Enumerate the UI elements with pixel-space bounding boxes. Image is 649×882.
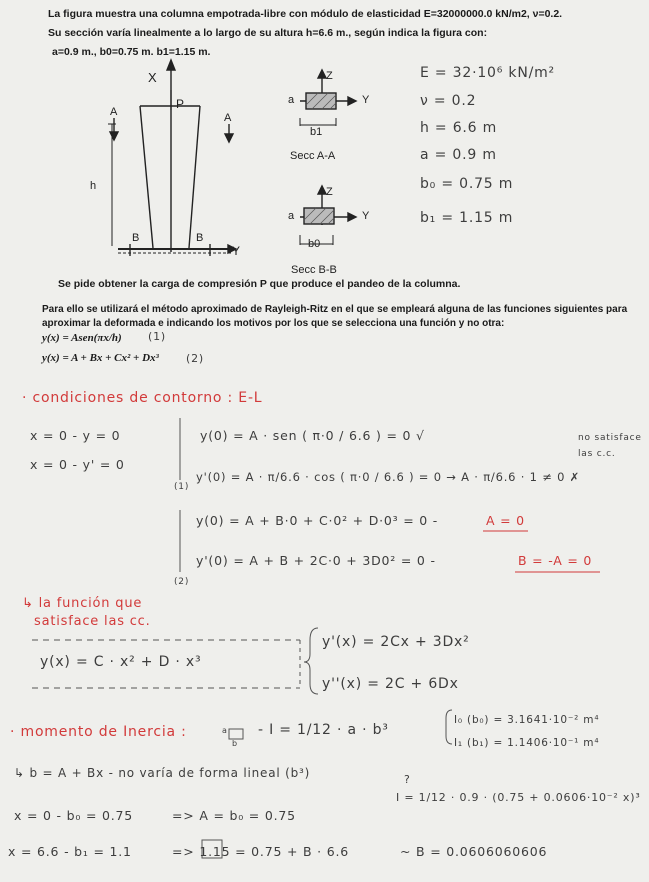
a-right-label: A [224,112,232,124]
x66-result: => 1.15 = 0.75 + B · 6.6 [172,844,349,859]
selection-note-2: satisface las cc. [34,614,151,629]
x-axis-label: X [148,70,157,85]
note-las-cc: las c.c. [578,449,616,459]
selection-note-1: ↳ la función que [22,596,143,611]
figure-caption: Se pide obtener la carga de compresión P que produce el pandeo de la columna. [58,278,461,290]
tag-2: (2) [174,577,190,587]
chosen-function: y(x) = C · x² + D · x³ [40,654,202,670]
question-arrow: ? [404,773,411,786]
sec-b-a-label: a [288,210,295,222]
second-derivative: y''(x) = 2C + 6Dx [322,676,459,692]
f1-eval-yprime: y'(0) = A · π/6.6 · cos ( π·0 / 6.6 ) = 0 → A · π/6.6 · 1 ≠ 0 ✗ [196,470,581,484]
problem-line-3: a=0.9 m., b0=0.75 m. b1=1.15 m. [52,46,211,58]
function-2-tag: (2) [186,352,204,365]
given-nu: ν = 0.2 [420,93,477,109]
inertia-sketch-a: a [222,726,228,735]
bc-line-2: x = 0 - y' = 0 [30,457,125,472]
load-p-label: P [176,97,185,111]
f2-eval-y: y(0) = A + B·0 + C·0² + D·0³ = 0 - [196,513,439,528]
x0-condition: x = 0 - b₀ = 0.75 [14,808,134,823]
b-left-label: B [132,232,140,244]
sec-b-b0-label: b0 [308,238,321,250]
given-a: a = 0.9 m [420,147,497,163]
tag-1: (1) [174,482,190,492]
f2-eval-yprime: y'(0) = A + B + 2C·0 + 3D0² = 0 - [196,553,436,568]
sec-a-b1-label: b1 [310,126,323,138]
candidate-function-2: y(x) = A + Bx + Cx² + Dx³ [42,352,159,364]
b-result: ~ B = 0.0606060606 [400,844,548,859]
first-derivative: y'(x) = 2Cx + 3Dx² [322,634,470,650]
inertia-formula: - I = 1/12 · a · b³ [258,722,389,738]
inertia-i1: I₁ (b₁) = 1.1406·10⁻¹ m⁴ [454,737,600,749]
sec-a-y-label: Y [362,94,370,106]
linear-variation-note: ↳ b = A + Bx - no varía de forma lineal (b³) [14,766,311,780]
method-paragraph-1: Para ello se utilizará el método aproximado de Rayleigh-Ritz en el que se empleará alguna de las funciones siguientes para [42,304,628,315]
a-left-label: A [110,106,118,118]
bc-line-1: x = 0 - y = 0 [30,428,121,443]
f1-eval-y: y(0) = A · sen ( π·0 / 6.6 ) = 0 √ [200,428,425,443]
f2-result-a: A = 0 [486,513,525,528]
given-h: h = 6.6 m [420,120,498,136]
sec-a-z-label: Z [326,70,333,82]
sec-a-a-label: a [288,94,295,106]
boundary-conditions-title: · condiciones de contorno : E-L [22,390,263,406]
sec-b-y-label: Y [362,210,370,222]
problem-line-1: La figura muestra una columna empotrada-libre con módulo de elasticidad E=32000000.0 kN/m2, ν=0.2. [48,8,563,20]
inertia-expression: I = 1/12 · 0.9 · (0.75 + 0.0606·10⁻² x)³ [396,791,641,804]
candidate-function-1: y(x) = Asen(πx/h) [42,332,122,344]
problem-line-2: Su sección varía linealmente a lo largo de su altura h=6.6 m., según indica la figura con: [48,27,488,39]
y-axis-label: Y [232,244,241,258]
given-e: E = 32·10⁶ kN/m² [420,65,555,81]
function-1-tag: (1) [148,330,166,343]
x0-result: => A = b₀ = 0.75 [172,808,296,823]
inertia-i0: I₀ (b₀) = 3.1641·10⁻² m⁴ [454,714,600,726]
inertia-title: · momento de Inercia : [10,724,187,740]
given-b1: b₁ = 1.15 m [420,210,514,226]
given-b0: b₀ = 0.75 m [420,176,514,192]
b-right-label: B [196,232,204,244]
sec-b-title: Secc B-B [291,264,337,276]
note-no-satisface: no satisface [578,433,642,443]
inertia-sketch-b: b [232,739,238,748]
x66-condition: x = 6.6 - b₁ = 1.1 [8,844,132,859]
method-paragraph-2: aproximar la deformada e indicando los motivos por los que se selecciona una función y no otra: [42,318,505,329]
sec-a-title: Secc A-A [290,150,336,162]
f2-result-b: B = -A = 0 [518,553,593,568]
sec-b-z-label: Z [326,186,333,198]
h-dimension-label: h [90,180,97,192]
